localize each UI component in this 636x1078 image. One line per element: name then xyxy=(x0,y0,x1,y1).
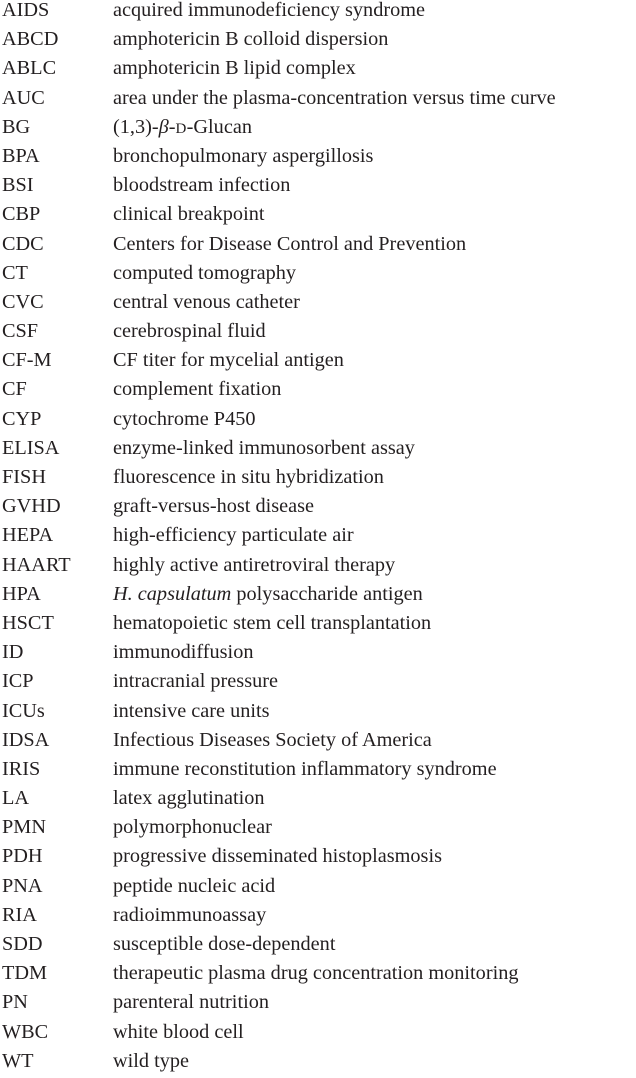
abbreviation-term: PNA xyxy=(2,874,43,897)
abbreviation-term: HAART xyxy=(2,553,71,576)
abbreviation-definition: clinical breakpoint xyxy=(113,203,265,226)
abbreviation-definition: bloodstream infection xyxy=(113,174,291,197)
abbreviation-row xyxy=(0,813,636,842)
abbreviation-term: HPA xyxy=(2,582,41,605)
abbreviation-term: BPA xyxy=(2,144,40,167)
abbreviation-term: CF-M xyxy=(2,349,52,372)
abbreviation-term: ABLC xyxy=(2,57,57,80)
abbreviation-row xyxy=(0,609,636,638)
abbreviation-row xyxy=(0,142,636,171)
abbreviation-definition: peptide nucleic acid xyxy=(113,874,276,897)
abbreviation-definition: complement fixation xyxy=(113,378,282,401)
abbreviation-row xyxy=(0,54,636,83)
abbreviation-row xyxy=(0,317,636,346)
abbreviation-definition: highly active antiretroviral therapy xyxy=(113,553,396,576)
abbreviation-row xyxy=(0,842,636,871)
abbreviation-term: CDC xyxy=(2,232,44,255)
abbreviation-definition: susceptible dose-dependent xyxy=(113,933,336,955)
abbreviation-row xyxy=(0,959,636,988)
abbreviation-row xyxy=(0,434,636,463)
abbreviation-row xyxy=(0,463,636,492)
abbreviation-row xyxy=(0,200,636,229)
abbreviation-definition: radioimmunoassay xyxy=(113,903,267,926)
abbreviation-term: CBP xyxy=(2,203,41,226)
abbreviation-term: ELISA xyxy=(2,436,60,459)
abbreviation-term: WBC xyxy=(2,1020,49,1043)
abbreviation-row xyxy=(0,346,636,375)
abbreviation-term: TDM xyxy=(2,962,48,985)
abbreviation-term: IDSA xyxy=(2,728,50,751)
abbreviation-row xyxy=(0,755,636,784)
abbreviation-definition: computed tomography xyxy=(113,261,297,284)
abbreviation-row xyxy=(0,113,636,142)
abbreviation-definition: intensive care units xyxy=(113,699,270,722)
abbreviation-row xyxy=(0,901,636,930)
abbreviation-definition: polymorphonuclear xyxy=(113,816,272,839)
abbreviation-term: LA xyxy=(2,787,30,810)
abbreviation-definition: acquired immunodeficiency syndrome xyxy=(113,0,426,21)
abbreviation-row xyxy=(0,375,636,404)
abbreviation-term: HEPA xyxy=(2,524,54,547)
abbreviation-row xyxy=(0,667,636,696)
abbreviation-definition: high-efficiency particulate air xyxy=(113,524,354,547)
abbreviation-term: ICUs xyxy=(2,699,45,722)
abbreviation-term: PMN xyxy=(2,816,46,839)
abbreviation-row xyxy=(0,697,636,726)
abbreviation-definition: area under the plasma-concentration versus time curve xyxy=(113,86,556,109)
abbreviation-row xyxy=(0,25,636,54)
abbreviation-definition: central venous catheter xyxy=(113,290,300,313)
abbreviation-row xyxy=(0,405,636,434)
abbreviation-row xyxy=(0,1018,636,1047)
abbreviation-row xyxy=(0,171,636,200)
abbreviation-definition: cerebrospinal fluid xyxy=(113,320,266,343)
abbreviation-term: CF xyxy=(2,378,27,401)
abbreviation-definition: wild type xyxy=(113,1049,190,1072)
abbreviation-term: BSI xyxy=(2,174,34,197)
abbreviation-term: CVC xyxy=(2,290,44,313)
abbreviation-definition: amphotericin B colloid dispersion xyxy=(113,28,389,51)
abbreviation-row xyxy=(0,492,636,521)
abbreviation-definition: latex agglutination xyxy=(113,787,265,810)
abbreviation-definition: immunodiffusion xyxy=(113,641,254,664)
abbreviation-definition: Infectious Diseases Society of America xyxy=(113,728,432,751)
abbreviation-definition: parenteral nutrition xyxy=(113,991,269,1014)
abbreviation-row xyxy=(0,580,636,609)
abbreviation-term: BG xyxy=(2,115,31,138)
abbreviation-term: ICP xyxy=(2,670,34,693)
abbreviation-row xyxy=(0,288,636,317)
abbreviation-term: PN xyxy=(2,991,28,1014)
abbreviation-term: AUC xyxy=(2,86,45,109)
abbreviation-term: ID xyxy=(2,641,24,664)
abbreviation-term: PDH xyxy=(2,845,43,868)
abbreviation-definition: graft-versus-host disease xyxy=(113,495,315,518)
abbreviation-row xyxy=(0,230,636,259)
abbreviation-definition: progressive disseminated histoplasmosis xyxy=(113,845,442,868)
abbreviation-definition: cytochrome P450 xyxy=(113,407,256,430)
abbreviation-definition: hematopoietic stem cell transplantation xyxy=(113,611,432,634)
abbreviation-definition: (1,3)-β-D-Glucan xyxy=(113,115,252,138)
abbreviation-row xyxy=(0,259,636,288)
abbreviation-definition: intracranial pressure xyxy=(113,670,278,693)
abbreviation-term: GVHD xyxy=(2,495,61,518)
abbreviation-row xyxy=(0,872,636,901)
abbreviation-row xyxy=(0,0,636,25)
abbreviation-term: AIDS xyxy=(2,0,50,21)
abbreviation-row xyxy=(0,930,636,959)
abbreviation-definition: H. capsulatum polysaccharide antigen xyxy=(113,582,423,605)
abbreviation-row xyxy=(0,551,636,580)
abbreviation-row xyxy=(0,521,636,550)
abbreviation-term: SDD xyxy=(2,933,43,955)
abbreviation-definition: fluorescence in situ hybridization xyxy=(113,466,384,488)
abbreviation-term: ABCD xyxy=(2,28,59,51)
abbreviation-term: CYP xyxy=(2,407,42,430)
abbreviation-term: HSCT xyxy=(2,611,54,634)
abbreviation-definition: white blood cell xyxy=(113,1020,244,1043)
abbreviation-term: FISH xyxy=(2,466,46,488)
abbreviation-row xyxy=(0,1047,636,1076)
abbreviation-definition: Centers for Disease Control and Prevention xyxy=(113,232,467,255)
abbreviation-term: IRIS xyxy=(2,757,41,780)
abbreviation-row xyxy=(0,988,636,1017)
abbreviation-term: RIA xyxy=(2,903,37,926)
abbreviation-term: CSF xyxy=(2,320,39,343)
abbreviation-definition: amphotericin B lipid complex xyxy=(113,57,356,80)
abbreviation-row xyxy=(0,784,636,813)
abbreviation-definition: immune reconstitution inflammatory syndrome xyxy=(113,757,497,780)
abbreviation-definition: enzyme-linked immunosorbent assay xyxy=(113,436,415,459)
abbreviation-row xyxy=(0,84,636,113)
abbreviation-definition: therapeutic plasma drug concentration monitoring xyxy=(113,962,519,985)
abbreviation-row xyxy=(0,726,636,755)
abbreviation-term: WT xyxy=(2,1049,34,1072)
abbreviation-definition: CF titer for mycelial antigen xyxy=(113,349,344,372)
abbreviation-term: CT xyxy=(2,261,28,284)
abbreviation-row xyxy=(0,638,636,667)
abbreviation-definition: bronchopulmonary aspergillosis xyxy=(113,144,374,167)
